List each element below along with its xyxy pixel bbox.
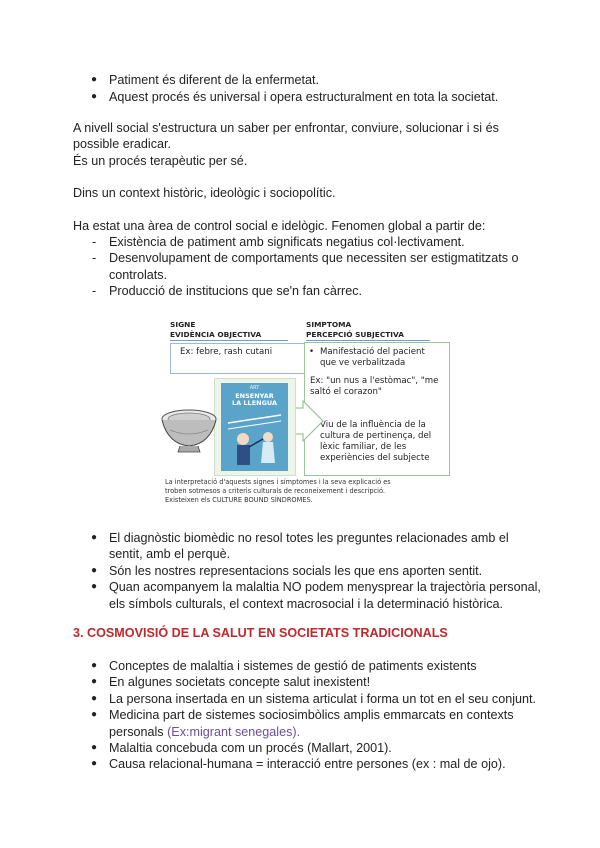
cosmovision-bullet-list [0,658,549,773]
paragraph-context: Dins un context històric, ideològic i sociopolític. [73,186,336,200]
list-item: ● El diagnòstic biomèdic no resol totes les preguntes relacionades amb el sentit, amb el perquè. [91,531,509,562]
bullet-icon: ● [91,742,98,754]
bullet-icon: ● [91,692,98,704]
example-note: (Ex:migrant senegales). [167,724,301,739]
list-item: - Desenvolupament de comportaments que necessiten ser estigmatitzats o controlats. [92,251,519,282]
dash-icon: - [92,284,97,299]
paragraph-social-knowledge: A nivell social s'estructura un saber per enfrontar, conviure, solucionar i si és possible eradicar. És un procés terapèutic per sé. [73,121,499,168]
bullet-icon: ● [91,709,98,721]
section-heading: 3. COSMOVISIÓ DE LA SALUT EN SOCIETATS TRADICIONALS [73,626,448,640]
bullet-icon: ● [91,91,98,103]
dash-icon: - [92,251,97,266]
list-item: ● Aquest procés és universal i opera estructuralment en tota la societat. [91,90,499,105]
bullet-icon: ● [91,758,98,770]
dash-list [0,234,519,300]
list-item: ● Medicina part de sistemes sociosimbòlics amplis emmarcats en contexts personals (Ex:migrant senegales). [91,708,514,739]
book-cover-image: ART ENSENYAR LA LLENGUA [214,378,296,476]
list-item: ● Conceptes de malaltia i sistemes de gestió de patiments existents [91,659,477,673]
list-item: - Producció de institucions que se'n fan càrrec. [92,284,363,299]
list-item: - Existència de patiment amb significats negatius col·lectivament. [92,235,465,249]
top-bullet-list [0,72,509,106]
bullet-icon: ● [91,564,98,576]
list-item: ● La persona insertada en un sistema articulat i forma un tot en el seu conjunt. [91,691,537,706]
simptoma-header: SIMPTOMA PERCEPCIÓ SUBJECTIVA [306,320,430,341]
figure-caption: La interpretació d'aquests signes i símptomes i la seva explicació es troben sotmesos a criteris culturals de reconeixement i descripció. Existeixen els CULTURE BOUND SÍNDROMES. [165,478,391,504]
list-item: ● Són les nostres representacions socials les que ens aporten sentit. [91,563,483,578]
signe-header: SIGNE EVIDÈNCIA OBJECTIVA [170,320,288,341]
list-item: ● Causa relacional-humana = interacció entre persones (ex : mal de ojo). [91,757,506,772]
list-item: ● Quan acompanyem la malaltia NO podem menysprear la trajectòria personal, els símbols culturals, el context macrosocial i la determinació històrica. [91,580,541,611]
diagnosis-bullet-list [0,530,549,612]
bullet-icon: ● [91,581,98,593]
bullet-icon: ● [91,676,98,688]
bullet-icon: ● [91,532,98,543]
simptoma-box: • Manifestació del pacient que ve verbalitzada Ex: "un nus a l'estòmac", "me saltó el corazon" Viu de la influència de la cultura de pertinença, del lèxic familiar, de les experiències del subjecte [304,342,450,476]
signe-simptoma-figure [155,314,455,514]
dash-icon: - [92,235,97,249]
paragraph-social-control: Ha estat una àrea de control social e idelògic. Fenomen global a partir de: [73,219,486,233]
list-item: ● Malaltia concebuda com un procés (Mallart, 2001). [91,741,392,756]
list-item: ● En algunes societats concepte salut inexistent! [91,675,371,690]
colander-image [158,406,220,454]
bullet-icon: ● [91,74,98,85]
bullet-icon: ● [91,660,98,671]
signe-example-box: Ex: febre, rash cutani [170,343,305,374]
list-item: ● Patiment és diferent de la enfermetat. [91,73,320,87]
